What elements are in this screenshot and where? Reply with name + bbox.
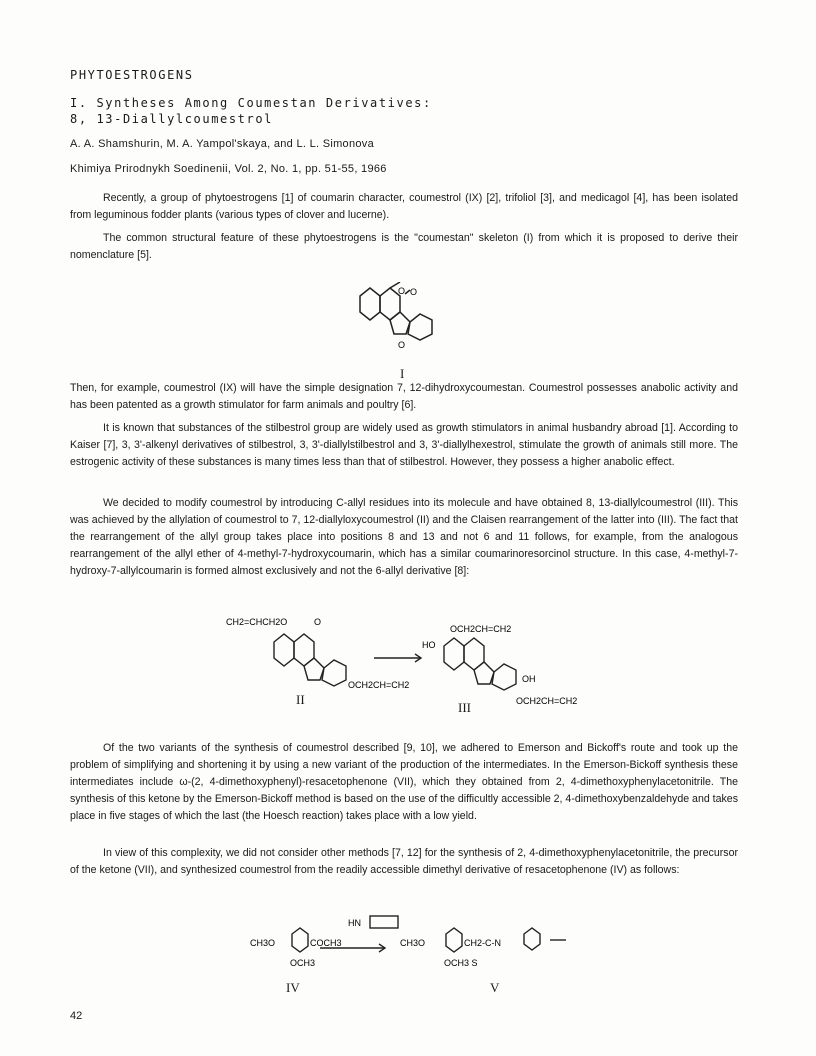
- section-heading: PHYTOESTROGENS: [70, 68, 194, 82]
- carbonyl-oxygen-label: O: [410, 287, 418, 297]
- paragraph-7: In view of this complexity, we did not consider other methods [7, 12] for the synthesis of 2, 4-dimethoxyphenylacetonitrile, the precursor of the ketone (VII), and synthesized coumestrol from the readily accessible dimethyl derivative of resacetophenone (IV) as follows:: [70, 847, 738, 876]
- structure-IV-methoxy: CH3O: [250, 938, 276, 948]
- structure-V-methoxy-2: OCH3 S: [444, 958, 478, 968]
- structure-II-label: II: [296, 692, 305, 707]
- structure-IV-label: IV: [286, 980, 300, 995]
- ring-oxygen-label: O: [398, 286, 406, 296]
- coumestan-structure-diagram: [350, 282, 460, 362]
- structure-II-carbonyl: O: [314, 617, 322, 627]
- furan-oxygen-label: O: [398, 340, 406, 350]
- structure-IV-acetyl: COCH3: [310, 938, 342, 948]
- allylation-reaction-diagram: [226, 606, 606, 718]
- paragraph-2: The common structural feature of these phytoestrogens is the "coumestan" skeleton (I) from which it is proposed to derive their nomenclature [5].: [70, 232, 738, 261]
- morpholine-reagent: HN: [348, 918, 361, 928]
- structure-III-hydroxyl: HO: [422, 640, 436, 650]
- page-number: 42: [70, 1010, 83, 1022]
- structure-V-label: V: [490, 980, 500, 995]
- structure-III-hydroxyl-2: OH: [522, 674, 536, 684]
- paragraph-1: Recently, a group of phytoestrogens [1] of coumarin character, coumestrol (IX) [2], trifoliol [3], and medicagol [4], has been isolated from leguminous fodder plants (various types of clover and lucerne).: [70, 192, 738, 221]
- structure-I-label: I: [400, 366, 405, 381]
- thioamide-reaction-diagram: [250, 910, 570, 978]
- structure-III-allyl-group-2: OCH2CH=CH2: [516, 696, 578, 706]
- structure-IV-methoxy-2: OCH3: [290, 958, 316, 968]
- structure-III-label: III: [458, 700, 471, 715]
- structure-V-thioamide: CH2-C-N: [464, 938, 501, 948]
- article-title-line2: 8, 13-Diallylcoumestrol: [70, 112, 273, 126]
- paragraph-3: Then, for example, coumestrol (IX) will have the simple designation 7, 12-dihydroxycoumestan. Coumestrol possesses anabolic activity and has been patented as a growth stimulator for farm animals and poultry [6].: [70, 382, 738, 411]
- authors: A. A. Shamshurin, M. A. Yampol'skaya, and L. L. Simonova: [70, 138, 375, 150]
- paragraph-6: Of the two variants of the synthesis of coumestrol described [9, 10], we adhered to Emerson and Bickoff's route and took up the problem of simplifying and shortening it by using a new variant of the production of the intermediates. In the Emerson-Bickoff synthesis these intermediates include ω-(2, 4-dimethoxyphenyl)-resacetophenone (VII), which they obtained from 2, 4-dimethoxyphenylacetonitrile. The synthesis of this ketone by the Emerson-Bickoff method is based on the use of the difficultly accessible 2, 4-dimethoxybenzaldehyde and takes place in five stages of which the last (the Hoesch reaction) takes place with a low yield.: [70, 742, 738, 822]
- structure-II-allyloxy-group-2: OCH2CH=CH2: [348, 680, 410, 690]
- article-title-line1: I. Syntheses Among Coumestan Derivatives:: [70, 96, 432, 110]
- structure-V-methoxy: CH3O: [400, 938, 426, 948]
- journal-citation: Khimiya Prirodnykh Soedinenii, Vol. 2, No. 1, pp. 51-55, 1966: [70, 163, 387, 175]
- paragraph-4: It is known that substances of the stilbestrol group are widely used as growth stimulators in animal husbandry abroad [1]. According to Kaiser [7], 3, 3'-alkenyl derivatives of stilbestrol, 3, 3'-diallylstilbestrol and 3, 3'-diallylhexestrol, stimulate the growth of animals still more. The estrogenic activity of these substances is many times less than that of stilbestrol. However, they possess a higher anabolic effect.: [70, 422, 738, 468]
- paragraph-5: We decided to modify coumestrol by introducing C-allyl residues into its molecule and have obtained 8, 13-diallylcoumestrol (III). This was achieved by the allylation of coumestrol to 7, 12-diallyloxycoumestrol (II) and the Claisen rearrangement of the latter into (III). The fact that the rearrangement of the allyl group takes place into positions 8 and 13 and not 6 and 11 follows, for example, from the analogous rearrangement of the allyl ether of 4-methyl-7-hydroxycoumarin, which has a similar coumarinoresorcinol structure. In this case, 4-methyl-7-hydroxy-7-allylcoumarin is formed almost exclusively and not the 6-allyl derivative [8]:: [70, 497, 738, 577]
- structure-III-allyl-group: OCH2CH=CH2: [450, 624, 512, 634]
- structure-II-allyloxy-group: CH2=CHCH2O: [226, 617, 288, 627]
